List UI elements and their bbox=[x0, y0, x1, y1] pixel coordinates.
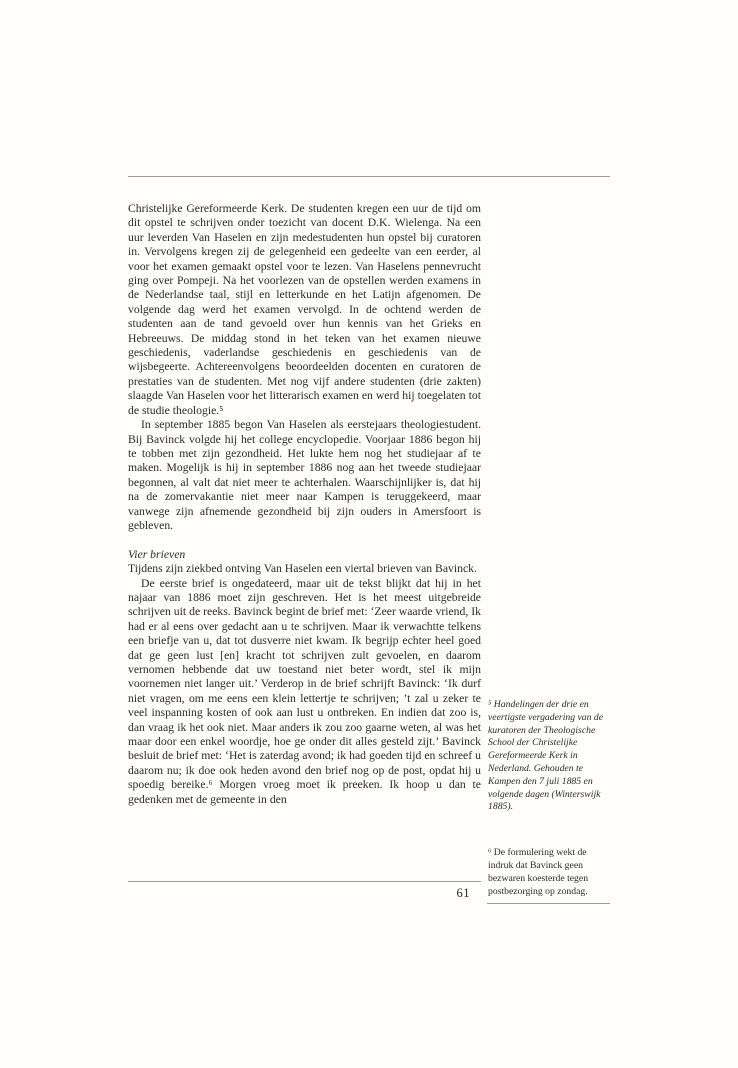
bottom-rule-main-column bbox=[128, 881, 481, 882]
section-heading-vier-brieven: Vier brieven bbox=[128, 547, 186, 561]
margin-notes-column bbox=[488, 699, 612, 898]
paragraph-exam: Christelijke Gereformeerde Kerk. De studenten kregen een uur de tijd om dit opstel te schrijven onder toezicht van docent D.K. Wielenga. Na een uur leverden Van Haselen en zijn medestudenten hun opstel bij curatoren in. Vervolgens kregen zij de gelegenheid een gedeelte van een eerder, al voor het examen gemaakt opstel voor te lezen. Van Haselens pennevrucht ging over Pompeji. Na het voorlezen van de opstellen werden examens in de Nederlandse taal, stijl en letterkunde en het Latijn afgenomen. De volgende dag werd het examen vervolgd. In de ochtend werden de studenten aan de tand gevoeld over hun kennis van het Grieks en Hebreeuws. De middag stond in het teken van het examen nieuwe geschiedenis, vaderlandse geschiedenis en geschiedenis van de wijsbegeerte. Achtereenvolgens beoordeelden docenten en curatoren de prestaties van de studenten. Met nog vijf andere studenten (drie zakten) slaagde Van Haselen voor het litterarisch examen en werd hij toegelaten tot de studie theologie.⁵ bbox=[128, 202, 481, 417]
paragraph-first-letter: De eerste brief is ongedateerd, maar uit de tekst blijkt dat hij in het najaar van 1886 moet zijn geschreven. Het is het meest uitgebreide schrijven uit de reeks. Bavinck begint de brief met: ‘Zeer waarde vriend, Ik had er al eens over gedacht aan u te schrijven. Maar ik verwachtte telkens een briefje van u, dat tot dusverre niet kwam. Ik begrijp echter heel goed dat ge geen lust [en] kracht tot schrijven zult gevoelen, en daarom vernomen hebbende dat uw toestand niet beter wordt, stel ik mijn voornemen niet langer uit.’ Verderop in de brief schrijft Bavinck: ‘Ik durf niet vragen, om me eens een klein lettertje te schrijven; ’t zal u zeker te veel inspanning kosten of ook aan lust u ontbreken. En indien dat zoo is, dan vraag ik het ook niet. Maar anders ik zou zoo gaarne weten, al was het maar door een enkel woordje, hoe ge onder dit alles gesteld zijt.’ Bavinck besluit de brief met: ‘Het is zaterdag avond; ik had goeden tijd en schreef u daarom nu; ik doe ook heden avond den brief nog op de post, opdat hij u spoedig bereike.⁶ Morgen vroeg moet ik preeken. Ik hoop u dan te gedenken met de gemeente in den bbox=[128, 576, 481, 806]
top-rule bbox=[128, 176, 610, 177]
footnote-6: ⁶ De formulering wekt de indruk dat Bavinck geen bezwaren koesterde tegen postbezorging op zondag. bbox=[488, 847, 589, 897]
paragraph-sickbed: Tijdens zijn ziekbed ontving Van Haselen een viertal brieven van Bavinck. bbox=[128, 562, 477, 576]
bottom-rule-margin-column bbox=[487, 903, 610, 904]
page-number: 61 bbox=[456, 886, 470, 900]
main-text-column bbox=[128, 202, 481, 807]
paragraph-study: In september 1885 begon Van Haselen als eerstejaars theologiestudent. Bij Bavinck volgde hij het college encyclopedie. Voorjaar 1886 begon hij te tobben met zijn gezondheid. Het lukte hem nog het studiejaar af te maken. Mogelijk is hij in september 1886 nog aan het tweede studiejaar begonnen, al valt dat niet meer te achterhalen. Waarschijnlijker is, dat hij na de zomervakantie niet meer naar Kampen is teruggekeerd, maar vanwege zijn afnemende gezondheid bij zijn ouders in Amersfoort is gebleven. bbox=[128, 418, 481, 532]
footnote-5: ⁵ Handelingen der drie en veertigste vergadering van de kuratoren der Theologische School der Christelijke Gereformeerde Kerk in Nederland. Gehouden te Kampen den 7 juli 1885 en volgende dagen (Winterswijk 1885). bbox=[488, 699, 604, 813]
